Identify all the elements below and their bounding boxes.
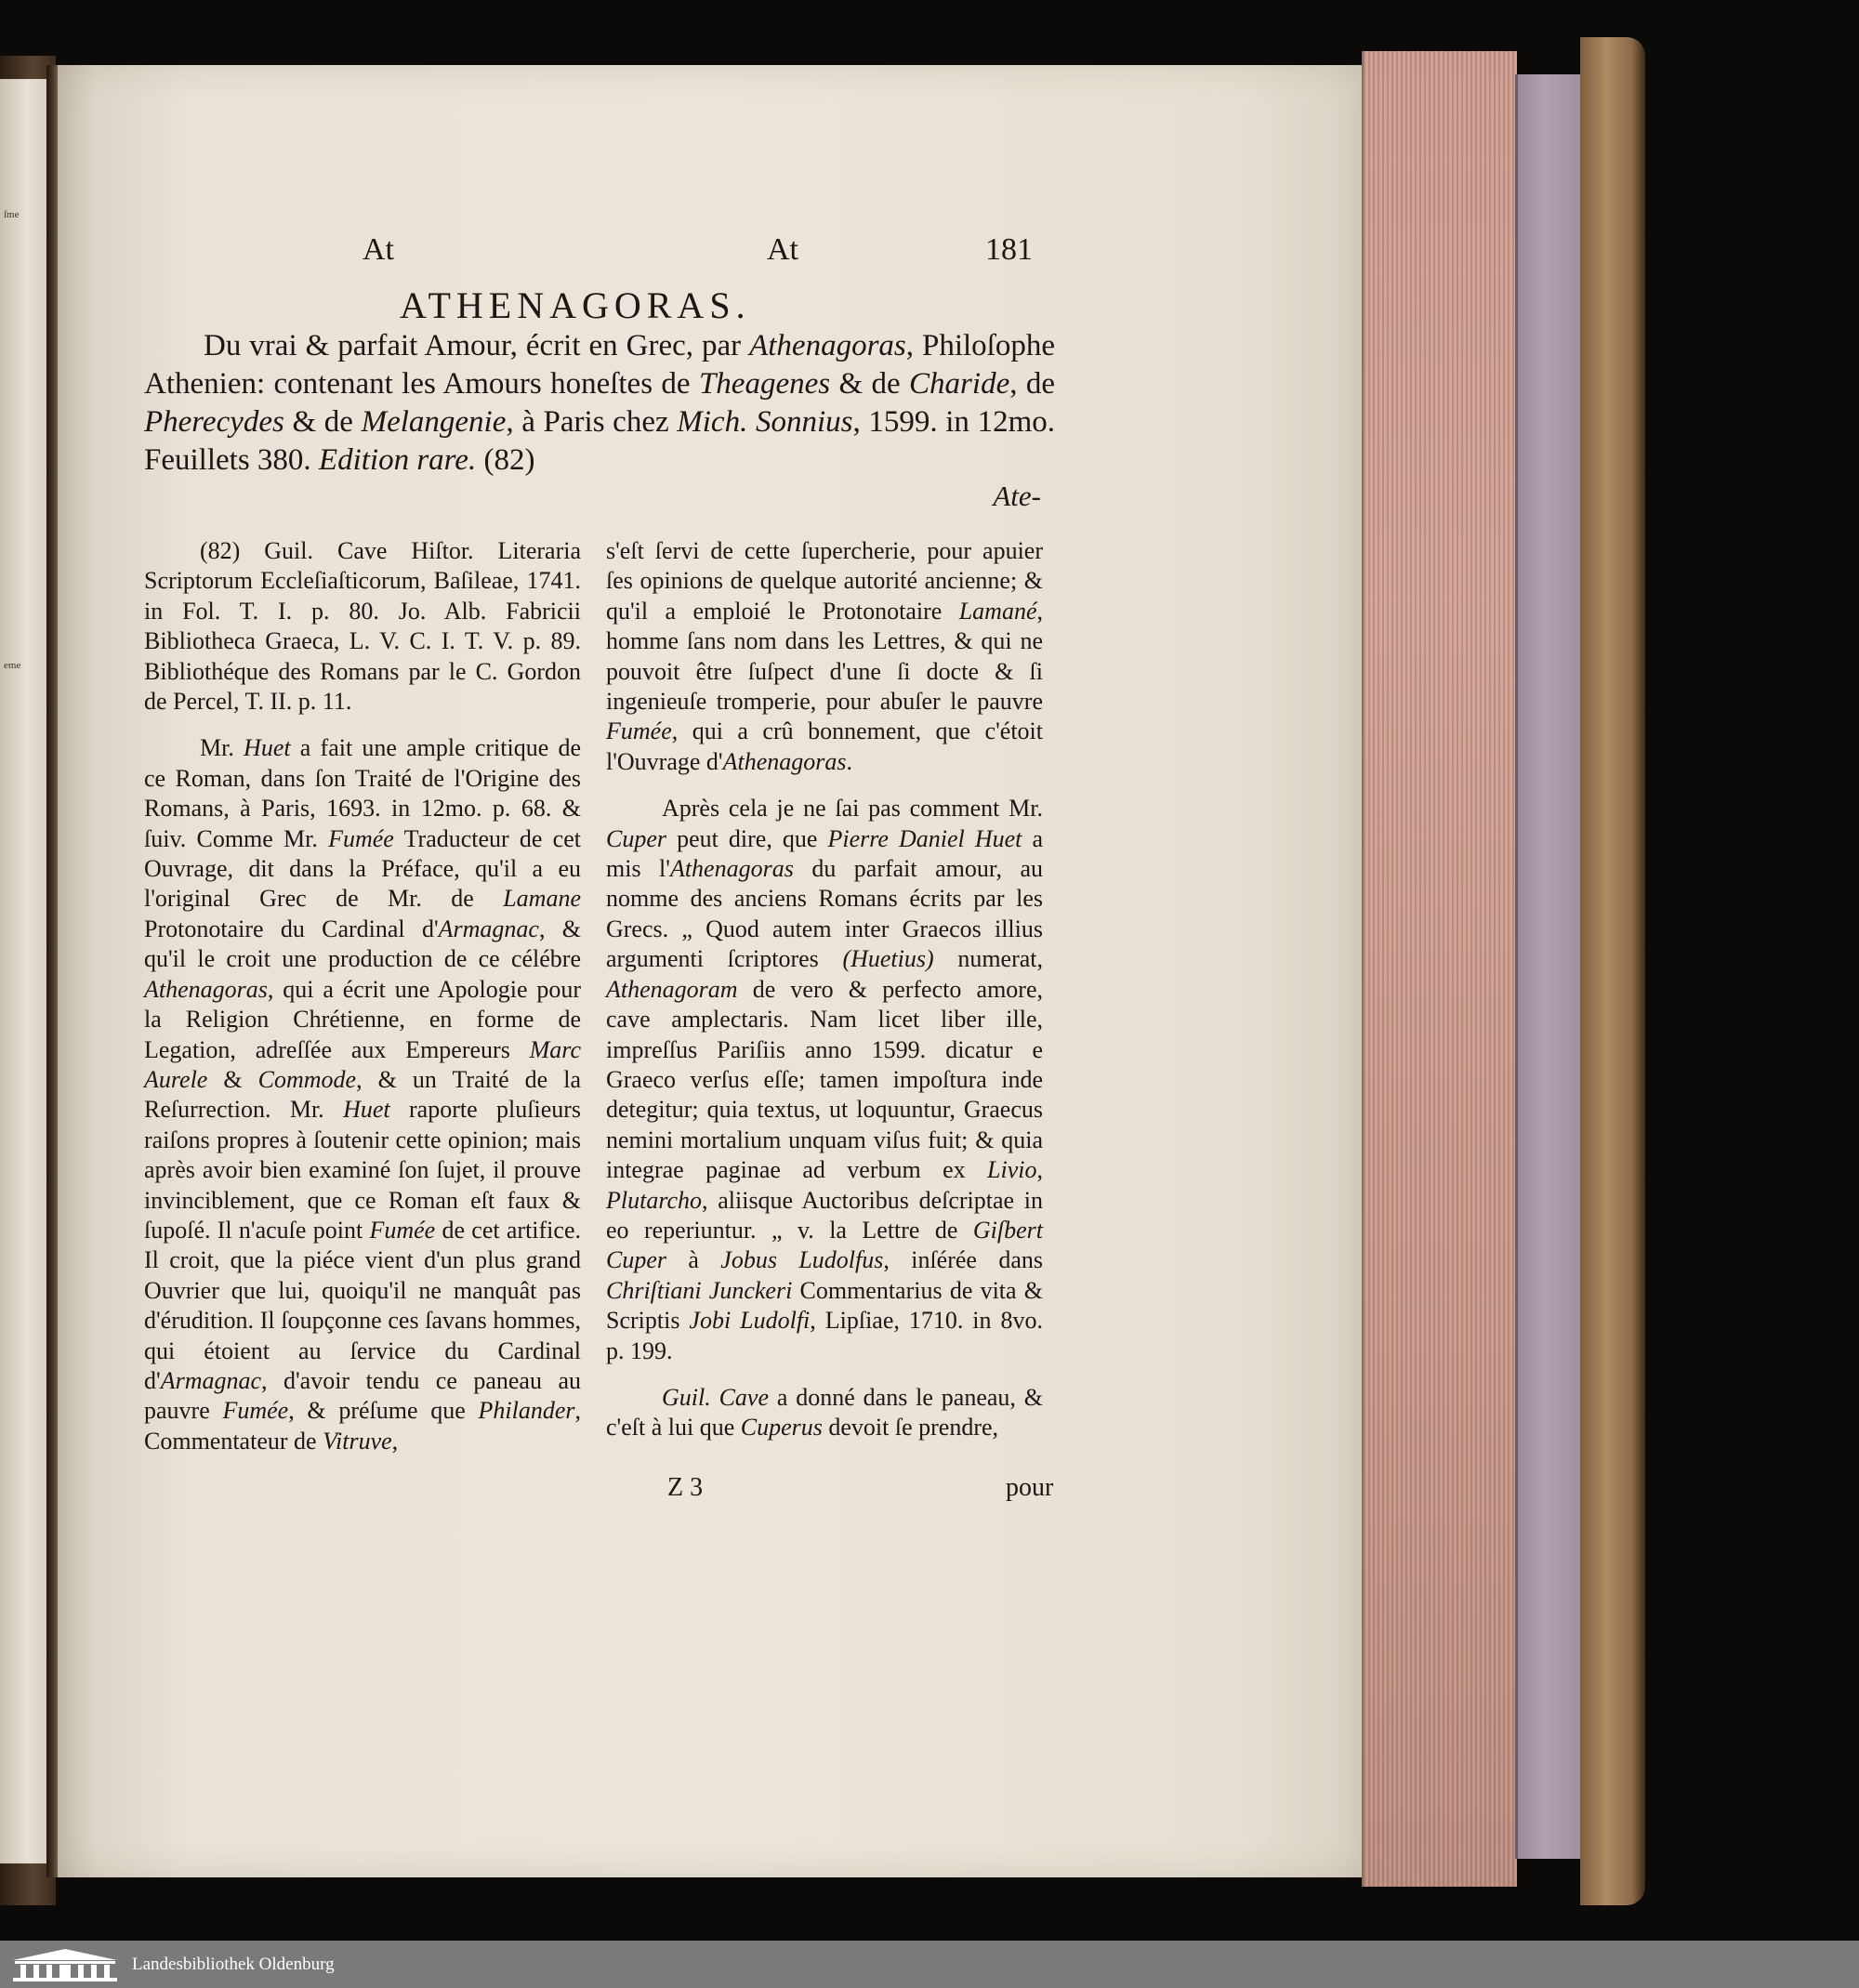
text-run: s'eſt ſervi de cette ſupercherie, pour apuier ſes opinions de quelque autorité ancienne; & qu'il a emploié le Protonotaire	[606, 537, 1043, 625]
left-page-fragment: ſme	[4, 209, 20, 220]
text-run: Traducteur de cet Ouvrage, dit dans la Préface, qu'il a eu l'original Grec de Mr. de	[144, 824, 581, 913]
text-run: , homme ſans nom dans les Lettres, & qui ne pouvoit être ſuſpect d'une ſi docte & ſi ingenieuſe tromperie, pour abuſer le pauvre	[606, 597, 1043, 716]
italic-run: (Huetius)	[842, 945, 934, 973]
italic-run: Marc Aurele	[144, 1035, 581, 1093]
text-run: , Commentateur de	[144, 1397, 581, 1455]
text-run: a fait une ample critique de ce Roman, dans ſon Traité de l'Origine des Romans, à Paris, 1693. in 12mo. p. 68. & ſuiv. Comme Mr.	[144, 734, 582, 852]
italic-run: Giſbert Cuper	[606, 1216, 1043, 1274]
italic-run: Chriſtiani Junckeri	[606, 1276, 793, 1304]
text-run: & de	[283, 405, 362, 439]
text-run: , Lipſiae, 1710. in 8vo. p. 199.	[606, 1307, 1043, 1364]
text-run: , & préſume que	[288, 1397, 479, 1425]
footnote-paragraph	[606, 794, 1043, 1366]
text-run: Mr.	[200, 734, 244, 762]
footnote-column-left	[144, 536, 581, 1456]
text-run: , de	[1009, 367, 1055, 401]
text-run: , 1599. in 12mo. Feuillets 380.	[144, 405, 1055, 477]
italic-run: Fumée	[222, 1397, 289, 1425]
italic-run: Athenagoras	[144, 975, 268, 1003]
italic-run: Guil. Cave	[662, 1383, 770, 1411]
italic-run: Huet	[343, 1096, 390, 1124]
text-run: & de	[830, 367, 910, 401]
italic-run: Cuperus	[740, 1414, 823, 1442]
italic-run: Jobus Ludolfus	[720, 1246, 884, 1274]
text-run: a mis l'	[606, 824, 1043, 883]
footnote-paragraph	[144, 536, 581, 717]
text-run: &	[207, 1065, 258, 1093]
italic-run: Athenagoras	[669, 855, 794, 883]
italic-run: Huet	[244, 734, 291, 762]
italic-run: Cuper	[606, 824, 666, 852]
footnote-paragraph	[606, 1383, 1043, 1443]
italic-run: Armagnac	[160, 1366, 262, 1394]
text-run: , inſérée dans	[883, 1246, 1043, 1274]
library-building-icon	[9, 1947, 121, 1982]
text-run: , & un Traité de la Reſurrection. Mr.	[144, 1065, 581, 1124]
text-run: à	[666, 1246, 721, 1274]
catchword-top: Ate-	[993, 480, 1041, 512]
text-run: , aliisque Auctoribus deſcriptae in eo reperiuntur. „ v. la Lettre de	[606, 1186, 1043, 1244]
left-page-fragment: eme	[4, 660, 21, 671]
text-run: numerat,	[933, 945, 1044, 973]
text-run: de vero & perfecto amore, cave amplectaris. Nam licet liber ille, impreſſus Pariſiis anno 1599. dicatur e Graeco verſus eſſe; tamen impoſtura inde detegitur; quia textus, ut loquuntur, Graecus nemini mortalium unquam viſus fuit; & quia integrae paginae ad verbum ex	[606, 975, 1043, 1184]
italic-run: Fumée	[606, 718, 672, 745]
italic-run: Fumée	[328, 824, 394, 852]
text-run: .	[846, 747, 852, 775]
italic-run: Theagenes	[698, 367, 831, 401]
italic-run: Armagnac	[438, 915, 539, 942]
text-run: devoit ſe prendre,	[822, 1414, 999, 1442]
text-run: du parfait amour, au nomme des anciens Romans écrits par les Grecs. „ Quod autem inter Graecos illius argumenti ſcriptores	[606, 855, 1043, 973]
italic-run: Vitruve	[323, 1427, 392, 1455]
page-number: 181	[985, 232, 1033, 267]
text-run: , à Paris chez	[506, 405, 678, 439]
text-run: Protonotaire du Cardinal d'	[144, 915, 439, 942]
text-run: , & qu'il le croit une production de ce célébre	[144, 915, 581, 973]
italic-run: Mich. Sonnius	[677, 405, 853, 439]
signature-mark: Z 3	[667, 1473, 704, 1502]
text-run: a donné dans le paneau, & c'eſt à lui que	[606, 1383, 1043, 1442]
italic-run: Lamane	[503, 885, 581, 913]
italic-run: Philander	[478, 1397, 575, 1425]
italic-run: Edition rare.	[318, 443, 477, 477]
bibliographic-entry	[144, 327, 1055, 480]
catchword-bottom: pour	[1006, 1473, 1054, 1502]
text-run: Après cela je ne ſai pas comment Mr.	[662, 795, 1043, 823]
footnote-paragraph	[606, 536, 1043, 777]
italic-run: Athenagoras	[749, 329, 906, 362]
italic-run: Jobi Ludolfi	[689, 1307, 811, 1335]
italic-run: Melangenie	[361, 405, 507, 439]
footnote-paragraph	[144, 733, 581, 1456]
italic-run: Commode	[257, 1065, 357, 1093]
text-run: de cet artifice. Il croit, que la piéce vient d'un plus grand Ouvrier que lui, quoiqu'il ne manquât pas d'érudition. Il ſoupçonne ces ſavans hommes, qui étoient au ſervice du Cardinal d'	[144, 1216, 581, 1394]
italic-run: Pherecydes	[144, 405, 284, 439]
text-run: , qui a écrit une Apologie pour la Religion Chrétienne, en forme de Legation, adreſſée aux Empereurs	[144, 975, 581, 1063]
entry-title: ATHENAGORAS.	[400, 284, 751, 326]
italic-run: Athenagoras	[722, 747, 847, 775]
text-run: (82)	[476, 443, 535, 477]
text-run: ,	[1036, 1156, 1043, 1184]
italic-run: Plutarcho	[606, 1186, 703, 1214]
text-run: peut dire, que	[666, 824, 828, 852]
text-run: raporte pluſieurs raiſons propres à ſoutenir cette opinion; mais après avoir bien examiné ſon ſujet, il prouve invinciblement, que ce Roman eſt faux & ſupoſé. Il n'acuſe point	[144, 1096, 582, 1244]
text-run: , Philoſophe Athenien: contenant les Amours honeſtes de	[144, 329, 1055, 401]
footnote-column-right	[606, 536, 1043, 1443]
text-run: Du vrai & parfait Amour, écrit en Grec, par	[204, 329, 750, 362]
italic-run: Pierre Daniel Huet	[827, 824, 1022, 852]
library-name: Landesbibliothek Oldenburg	[132, 1954, 335, 1974]
text-run: ,	[391, 1427, 399, 1455]
entry-text	[144, 329, 1055, 477]
italic-run: Athenagoram	[606, 975, 738, 1003]
italic-run: Fumée	[369, 1216, 436, 1244]
italic-run: Lamané	[958, 597, 1037, 625]
running-head-center: At	[767, 232, 798, 267]
footer-bar	[0, 1941, 1859, 1988]
italic-run: Charide	[909, 367, 1010, 401]
text-run: (82) Guil. Cave Hiſtor. Literaria Scriptorum Eccleſiaſticorum, Baſileae, 1741. in Fol. T. I. p. 80. Jo. Alb. Fabricii Bibliotheca Graeca, L. V. C. I. T. V. p. 89. Bibliothéque des Romans par le C. Gordon de Percel, T. II. p. 11.	[144, 537, 581, 716]
running-head-left: At	[363, 232, 394, 267]
text-run: , d'avoir tendu ce paneau au pauvre	[144, 1366, 581, 1425]
text-run: , qui a crû bonnement, que c'étoit l'Ouvrage d'	[606, 718, 1043, 775]
italic-run: Livio	[987, 1156, 1037, 1184]
text-run: Commentarius de vita & Scriptis	[606, 1276, 1043, 1335]
